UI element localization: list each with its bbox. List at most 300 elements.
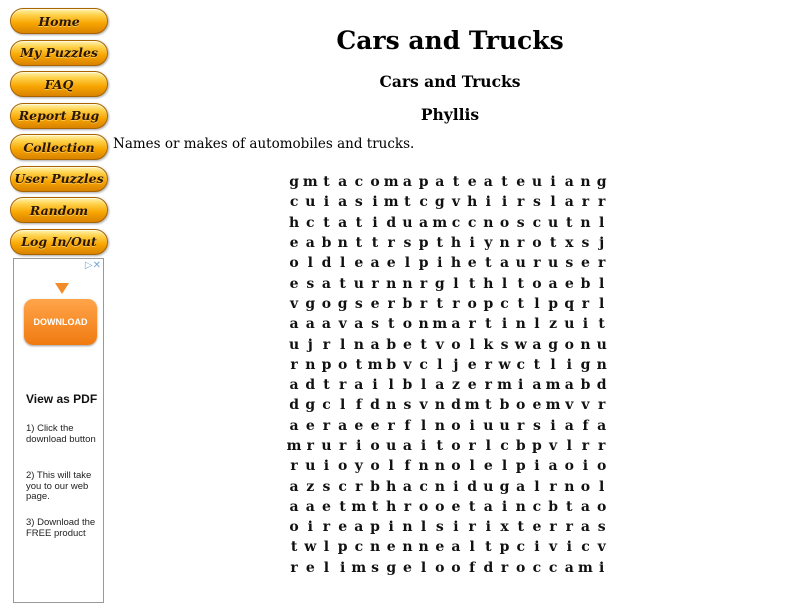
grid-letter: n (418, 458, 429, 475)
grid-letter: t (339, 275, 346, 292)
grid-letter: s (597, 519, 606, 536)
grid-letter: g (434, 194, 445, 211)
grid-letter: s (371, 559, 379, 576)
grid-letter: a (338, 174, 348, 191)
grid-letter: g (580, 356, 591, 373)
grid-letter: m (302, 174, 318, 191)
grid-letter: o (337, 356, 348, 373)
grid-letter: l (437, 356, 443, 373)
grid-letter: d (386, 214, 397, 231)
grid-letter: u (499, 417, 510, 434)
grid-letter: l (420, 559, 427, 576)
grid-row (286, 233, 610, 253)
grid-letter: s (371, 316, 379, 333)
grid-row (286, 253, 610, 273)
grid-letter: a (532, 336, 542, 353)
grid-letter: i (356, 438, 362, 454)
grid-letter: c (548, 559, 558, 576)
grid-letter: i (501, 316, 508, 333)
grid-letter: e (305, 417, 315, 434)
ad-panel[interactable] (13, 258, 104, 603)
grid-letter: a (564, 174, 574, 191)
grid-letter: e (532, 397, 542, 414)
grid-letter: l (339, 255, 346, 272)
nav-faq-button[interactable]: FAQ (10, 71, 108, 97)
grid-letter: p (532, 438, 542, 454)
grid-letter: n (515, 316, 526, 333)
grid-letter: a (451, 539, 461, 556)
grid-letter: t (566, 498, 573, 515)
grid-letter: u (548, 255, 559, 272)
grid-letter: r (468, 438, 476, 454)
grid-letter: s (322, 478, 331, 495)
grid-row (286, 436, 610, 456)
nav-home-button[interactable]: Home (10, 8, 108, 34)
page-title: Cars and Trucks (336, 26, 564, 55)
grid-letter: l (598, 478, 605, 495)
sidebar-nav (10, 8, 112, 260)
grid-letter: b (386, 336, 397, 353)
grid-letter: b (402, 295, 413, 312)
grid-letter: n (402, 539, 413, 556)
grid-letter: c (500, 438, 509, 454)
grid-letter: d (370, 397, 380, 414)
grid-letter: l (534, 316, 540, 333)
grid-letter: r (549, 519, 557, 536)
grid-letter: u (548, 214, 559, 231)
grid-letter: o (451, 559, 461, 576)
grid-letter: t (436, 438, 444, 454)
grid-letter: m (351, 559, 367, 576)
grid-letter: c (532, 498, 542, 515)
grid-letter: a (564, 559, 574, 576)
grid-letter: a (483, 174, 493, 191)
grid-row (286, 456, 610, 476)
grid-letter: n (386, 397, 397, 414)
grid-letter: a (402, 438, 412, 454)
grid-letter: r (549, 478, 557, 495)
grid-letter: c (354, 539, 364, 556)
grid-letter: t (371, 498, 379, 515)
grid-letter: x (565, 235, 574, 252)
grid-letter: r (581, 295, 590, 312)
grid-letter: i (323, 194, 330, 211)
grid-letter: i (550, 174, 556, 191)
nav-report-bug-button[interactable]: Report Bug (10, 103, 108, 129)
grid-letter: r (597, 397, 606, 414)
grid-letter: r (517, 417, 525, 434)
grid-letter: b (370, 478, 380, 495)
grid-letter: p (418, 235, 429, 252)
grid-letter: i (566, 539, 572, 556)
grid-letter: a (370, 255, 380, 272)
grid-letter: d (289, 397, 299, 414)
grid-letter: t (290, 539, 298, 556)
ad-download-button[interactable]: DOWNLOAD (24, 299, 97, 345)
ad-step-1: 1) Click the download button (26, 423, 96, 445)
grid-letter: r (338, 377, 347, 394)
grid-letter: c (419, 478, 428, 495)
grid-letter: e (467, 255, 477, 272)
grid-letter: e (386, 255, 396, 272)
grid-letter: v (549, 539, 558, 556)
grid-letter: h (483, 275, 494, 292)
grid-letter: n (418, 316, 429, 333)
grid-letter: l (550, 194, 556, 211)
grid-letter: l (469, 336, 475, 353)
grid-letter: m (464, 397, 480, 414)
grid-letter: n (434, 478, 445, 495)
grid-letter: c (289, 194, 299, 211)
grid-letter: t (517, 519, 524, 536)
grid-letter: l (485, 438, 491, 454)
grid-letter: s (532, 194, 541, 211)
grid-row (286, 294, 610, 314)
grid-letter: c (516, 539, 525, 556)
grid-letter: n (564, 478, 575, 495)
grid-letter: e (354, 417, 364, 434)
grid-letter: n (418, 539, 429, 556)
grid-letter: s (403, 235, 412, 252)
grid-letter: l (469, 539, 475, 556)
grid-letter: a (499, 255, 510, 272)
puzzle-description: Names or makes of automobiles and trucks. (113, 136, 415, 152)
ad-step-2: 2) This will take you to our web page. (26, 470, 92, 502)
grid-letter: w (498, 356, 511, 373)
grid-letter: t (533, 356, 541, 373)
grid-letter: t (549, 235, 557, 252)
grid-letter: o (370, 174, 380, 191)
grid-letter: e (370, 417, 380, 434)
grid-letter: n (402, 275, 413, 292)
grid-letter: r (565, 519, 573, 536)
grid-letter: n (434, 458, 445, 475)
grid-letter: h (386, 498, 397, 515)
grid-letter: a (289, 478, 299, 495)
grid-letter: l (307, 255, 313, 272)
grid-letter: o (402, 316, 413, 333)
grid-letter: l (420, 377, 427, 394)
grid-letter: o (596, 498, 607, 515)
grid-letter: a (435, 377, 445, 394)
grid-letter: n (580, 214, 591, 231)
grid-letter: b (499, 397, 510, 414)
grid-letter: p (499, 539, 510, 556)
grid-letter: o (596, 458, 607, 475)
grid-letter: o (435, 559, 445, 576)
grid-letter: v (338, 316, 347, 333)
grid-letter: l (323, 559, 330, 576)
grid-letter: g (548, 336, 558, 353)
nav-my-puzzles-button[interactable]: My Puzzles (10, 40, 108, 66)
grid-letter: u (386, 438, 397, 454)
grid-letter: j (307, 336, 313, 353)
puzzle-author: Phyllis (420, 105, 480, 124)
grid-letter: o (370, 458, 380, 475)
grid-letter: r (403, 498, 412, 515)
grid-row (286, 213, 610, 233)
nav-random-button[interactable]: Random (10, 197, 108, 223)
grid-letter: l (534, 478, 540, 495)
puzzle-subtitle: Cars and Trucks (379, 72, 521, 91)
grid-letter: o (418, 498, 429, 515)
grid-letter: c (354, 174, 364, 191)
grid-letter: r (387, 417, 395, 434)
grid-letter: s (354, 295, 363, 312)
grid-letter: r (452, 295, 460, 312)
grid-letter: i (453, 519, 459, 536)
grid-letter: s (500, 336, 509, 353)
nav-user-puzzles-button[interactable]: User Puzzles (10, 166, 108, 192)
grid-letter: e (338, 519, 348, 536)
grid-letter: f (404, 458, 411, 475)
grid-letter: a (564, 377, 574, 394)
grid-row (286, 334, 610, 354)
grid-row (286, 517, 610, 537)
grid-letter: e (516, 174, 526, 191)
grid-letter: a (321, 275, 331, 292)
grid-letter: o (580, 478, 591, 495)
grid-letter: t (485, 316, 492, 333)
grid-letter: t (323, 214, 330, 231)
grid-letter: e (564, 275, 574, 292)
grid-letter: r (419, 275, 428, 292)
grid-row (286, 416, 610, 436)
grid-letter: i (388, 519, 394, 536)
grid-letter: m (367, 356, 383, 373)
grid-letter: a (564, 194, 574, 211)
grid-letter: r (387, 295, 395, 312)
grid-letter: v (565, 397, 574, 414)
grid-letter: i (307, 519, 313, 536)
grid-letter: g (386, 559, 397, 576)
grid-row (286, 375, 610, 395)
grid-letter: v (581, 397, 590, 414)
grid-letter: z (549, 316, 558, 333)
grid-letter: o (532, 275, 542, 292)
grid-letter: a (435, 174, 445, 191)
grid-letter: l (420, 417, 427, 434)
grid-letter: o (467, 295, 477, 312)
grid-letter: i (485, 194, 491, 211)
grid-letter: z (451, 377, 460, 394)
grid-letter: v (597, 539, 606, 556)
grid-letter: e (467, 174, 477, 191)
grid-letter: i (485, 519, 491, 536)
grid-letter: o (451, 417, 461, 434)
grid-letter: t (355, 235, 363, 252)
grid-letter: r (355, 478, 363, 495)
grid-letter: a (564, 417, 574, 434)
grid-letter: g (289, 174, 299, 191)
grid-letter: r (597, 438, 606, 454)
grid-letter: c (419, 356, 428, 373)
grid-letter: t (323, 174, 330, 191)
grid-letter: i (323, 458, 330, 475)
grid-letter: s (403, 397, 412, 414)
grid-letter: i (566, 356, 572, 373)
grid-letter: t (517, 275, 524, 292)
grid-letter: t (387, 316, 395, 333)
grid-letter: u (531, 174, 542, 191)
grid-letter: g (337, 295, 348, 312)
grid-letter: s (565, 255, 574, 272)
grid-letter: r (484, 377, 493, 394)
grid-letter: i (582, 458, 589, 475)
grid-letter: t (323, 377, 330, 394)
grid-letter: d (483, 559, 494, 576)
grid-letter: a (516, 478, 526, 495)
grid-letter: m (432, 214, 448, 231)
nav-collection-button[interactable]: Collection (10, 134, 108, 160)
grid-letter: a (548, 458, 558, 475)
grid-letter: i (339, 559, 346, 576)
grid-letter: h (289, 214, 300, 231)
grid-letter: s (532, 417, 541, 434)
grid-letter: e (467, 377, 477, 394)
grid-letter: q (564, 295, 575, 312)
grid-letter: m (545, 397, 561, 414)
grid-letter: g (499, 478, 510, 495)
grid-letter: n (402, 519, 413, 536)
grid-letter: p (370, 519, 380, 536)
grid-letter: a (354, 316, 364, 333)
grid-letter: e (289, 235, 299, 252)
grid-letter: u (402, 214, 413, 231)
grid-letter: t (339, 498, 346, 515)
grid-letter: d (321, 255, 332, 272)
grid-letter: i (420, 438, 427, 454)
grid-letter: u (305, 194, 316, 211)
grid-letter: t (517, 295, 524, 312)
grid-letter: i (534, 458, 540, 475)
grid-row (286, 476, 610, 496)
grid-letter: t (598, 316, 605, 333)
grid-letter: s (516, 214, 525, 231)
grid-letter: e (467, 356, 477, 373)
grid-letter: r (468, 519, 476, 536)
grid-letter: o (435, 498, 445, 515)
grid-letter: b (548, 498, 558, 515)
grid-letter: t (436, 235, 444, 252)
grid-letter: f (582, 417, 589, 434)
grid-letter: e (451, 498, 461, 515)
grid-letter: t (485, 539, 492, 556)
grid-letter: v (419, 397, 428, 414)
grid-row (286, 314, 610, 334)
grid-letter: r (306, 438, 314, 454)
grid-letter: b (580, 377, 591, 394)
ad-step-3: 3) Download the FREE product (26, 517, 96, 539)
grid-letter: a (338, 214, 348, 231)
grid-letter: i (437, 255, 443, 272)
down-arrow-icon (55, 283, 69, 294)
grid-row (286, 355, 610, 375)
grid-letter: e (370, 295, 380, 312)
grid-letter: p (337, 539, 348, 556)
grid-letter: u (483, 417, 494, 434)
grid-letter: c (467, 214, 477, 231)
grid-letter: u (596, 336, 607, 353)
grid-letter: t (501, 174, 508, 191)
grid-letter: k (483, 336, 494, 353)
grid-letter: r (371, 275, 379, 292)
grid-letter: i (469, 417, 475, 434)
grid-letter: a (402, 478, 412, 495)
grid-letter: f (404, 417, 411, 434)
grid-letter: r (387, 235, 395, 252)
grid-letter: l (469, 458, 475, 475)
grid-letter: t (355, 356, 363, 373)
grid-letter: n (434, 397, 445, 414)
grid-letter: r (322, 417, 331, 434)
grid-letter: i (501, 498, 508, 515)
grid-letter: t (371, 235, 379, 252)
grid-letter: u (483, 478, 494, 495)
grid-letter: i (582, 316, 589, 333)
grid-letter: g (596, 174, 607, 191)
grid-letter: r (597, 255, 606, 272)
grid-letter: l (501, 458, 508, 475)
grid-letter: w (304, 539, 317, 556)
grid-letter: s (306, 275, 315, 292)
grid-letter: m (351, 498, 367, 515)
grid-letter: e (532, 519, 542, 536)
grid-letter: e (305, 559, 315, 576)
grid-letter: l (550, 356, 556, 373)
grid-letter: m (432, 316, 448, 333)
grid-letter: b (386, 356, 397, 373)
grid-letter: p (548, 295, 558, 312)
grid-letter: h (450, 255, 462, 272)
grid-letter: r (322, 519, 331, 536)
grid-letter: b (580, 275, 591, 292)
grid-letter: n (580, 174, 591, 191)
grid-letter: i (372, 194, 378, 211)
grid-letter: a (451, 316, 461, 333)
ad-choices-icon[interactable]: ▷✕ (84, 260, 101, 271)
grid-letter: b (321, 235, 332, 252)
grid-letter: l (388, 458, 394, 475)
grid-letter: y (484, 235, 493, 252)
grid-letter: v (549, 438, 558, 454)
grid-letter: u (305, 458, 316, 475)
grid-letter: m (286, 438, 302, 454)
grid-letter: h (386, 478, 397, 495)
grid-row (286, 537, 610, 557)
grid-row (286, 558, 610, 578)
grid-letter: i (598, 559, 605, 576)
nav-log-in-out-button[interactable]: Log In/Out (10, 229, 108, 255)
grid-letter: o (451, 336, 461, 353)
grid-letter: m (497, 377, 512, 394)
grid-letter: r (484, 356, 493, 373)
grid-letter: l (453, 275, 459, 292)
grid-row (286, 192, 610, 212)
grid-letter: c (532, 214, 542, 231)
grid-letter: b (515, 438, 526, 454)
grid-letter: p (321, 356, 332, 373)
grid-letter: a (354, 519, 364, 536)
grid-letter: d (467, 478, 478, 495)
grid-letter: i (501, 194, 508, 211)
grid-letter: t (566, 214, 573, 231)
grid-letter: v (451, 194, 461, 211)
grid-letter: a (483, 498, 493, 515)
grid-letter: c (451, 214, 461, 231)
grid-letter: o (499, 214, 510, 231)
grid-letter: d (596, 377, 607, 394)
